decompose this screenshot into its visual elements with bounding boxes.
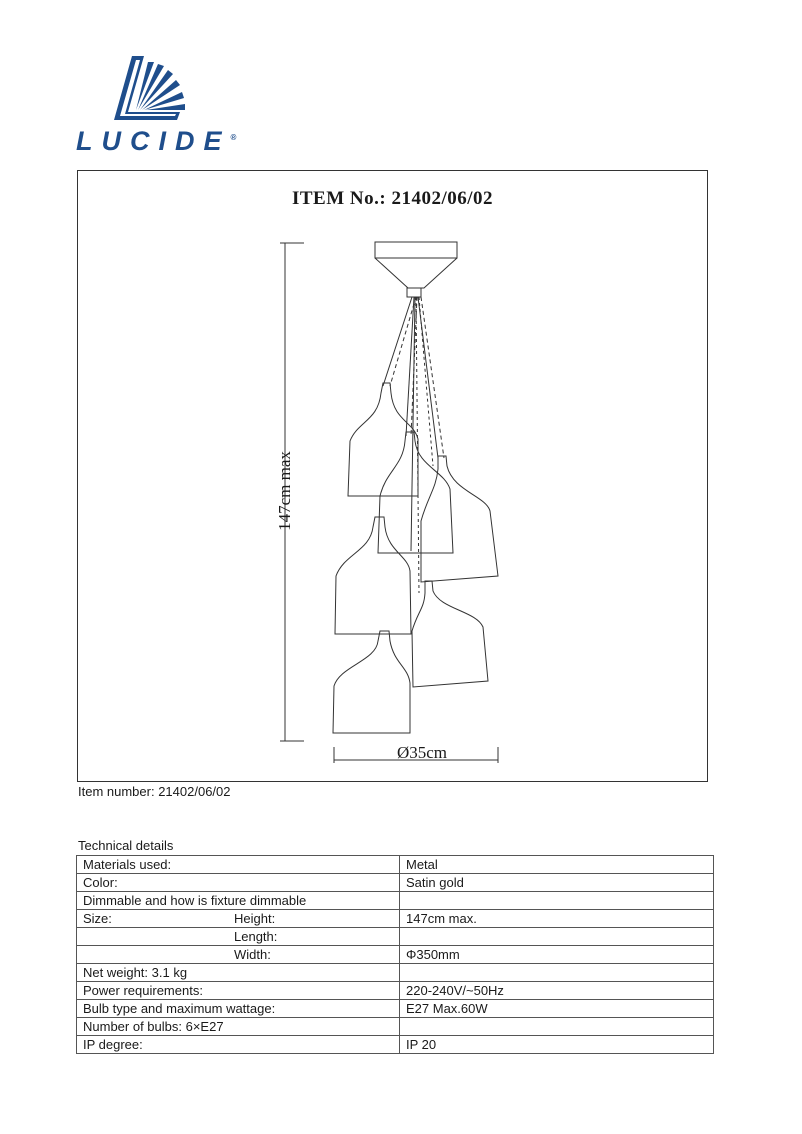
table-row xyxy=(77,1018,714,1036)
table-row xyxy=(77,946,714,964)
table-row xyxy=(77,892,714,910)
ip-label: IP degree: xyxy=(77,1036,400,1054)
canopy-cone xyxy=(375,258,457,288)
width-sub-label: Width: xyxy=(234,947,271,962)
drawing-title: ITEM No.: 21402/06/02 xyxy=(291,188,494,209)
item-number: Item number: 21402/06/02 xyxy=(78,784,231,799)
table-row xyxy=(77,874,714,892)
lamp-shade xyxy=(333,631,410,733)
length-value xyxy=(400,928,714,946)
logo-wordmark xyxy=(76,126,236,157)
table-row xyxy=(77,928,714,946)
materials-label: Materials used: xyxy=(77,856,400,874)
color-value: Satin gold xyxy=(400,874,714,892)
net-weight-value xyxy=(400,964,714,982)
size-label: Size: xyxy=(83,911,112,926)
dimmable-value xyxy=(400,892,714,910)
pendant-lamp-drawing xyxy=(78,171,707,781)
lucide-logo xyxy=(76,52,237,162)
technical-details-table xyxy=(76,855,714,1054)
width-value: Φ350mm xyxy=(400,946,714,964)
bulb-label: Bulb type and maximum wattage: xyxy=(77,1000,400,1018)
width-cell xyxy=(77,946,400,964)
height-label: 147cm max xyxy=(275,451,294,531)
color-label: Color: xyxy=(77,874,400,892)
size-cell xyxy=(77,910,400,928)
table-row xyxy=(77,910,714,928)
lamp-shade xyxy=(378,432,453,553)
width-label: Ø35cm xyxy=(396,743,448,762)
power-value: 220-240V/~50Hz xyxy=(400,982,714,1000)
technical-details-heading: Technical details xyxy=(78,838,174,853)
power-label: Power requirements: xyxy=(77,982,400,1000)
logo-text: LUCIDE xyxy=(76,126,231,156)
table-row xyxy=(77,1000,714,1018)
bulbs-count-value xyxy=(400,1018,714,1036)
registered-mark: ® xyxy=(230,133,237,142)
product-drawing-panel xyxy=(77,170,708,782)
lamp-shade xyxy=(348,383,418,496)
canopy xyxy=(375,242,457,258)
lamp-shade xyxy=(335,517,411,634)
lucide-logo-mark-icon xyxy=(76,52,226,122)
materials-value: Metal xyxy=(400,856,714,874)
height-value: 147cm max. xyxy=(400,910,714,928)
bulbs-count-label: Number of bulbs: 6×E27 xyxy=(77,1018,400,1036)
ip-value: IP 20 xyxy=(400,1036,714,1054)
table-row xyxy=(77,856,714,874)
length-cell xyxy=(77,928,400,946)
dimmable-label: Dimmable and how is fixture dimmable xyxy=(77,892,400,910)
net-weight-label: Net weight: 3.1 kg xyxy=(77,964,400,982)
table-row xyxy=(77,982,714,1000)
table-row xyxy=(77,1036,714,1054)
height-sub-label: Height: xyxy=(234,911,276,926)
table-row xyxy=(77,964,714,982)
bulb-value: E27 Max.60W xyxy=(400,1000,714,1018)
length-sub-label: Length: xyxy=(234,929,278,944)
lamp-shade xyxy=(421,456,498,582)
lamp-shade xyxy=(412,581,488,687)
